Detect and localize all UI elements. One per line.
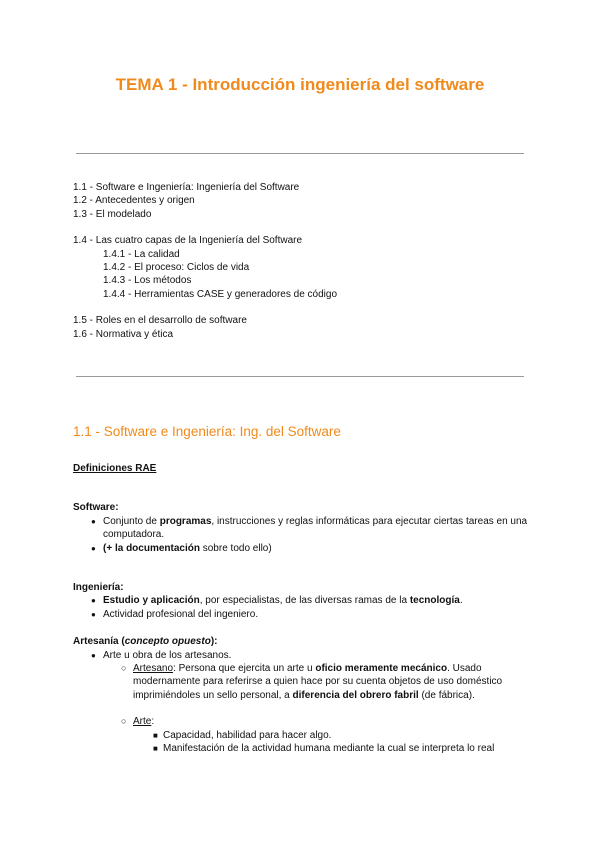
table-of-contents [73, 181, 337, 341]
term-artesania: Artesanía (concepto opuesto): [73, 636, 218, 648]
toc-subitem[interactable]: 1.4.1 - La calidad [103, 248, 180, 260]
document-title: TEMA 1 - Introducción ingeniería del software [115, 75, 485, 94]
section-heading: 1.1 - Software e Ingeniería: Ing. del Software [73, 424, 341, 439]
list-item: ● (+ la documentación sobre todo ello) [73, 542, 533, 555]
toc-subitem[interactable]: 1.4.2 - El proceso: Ciclos de vida [103, 262, 250, 274]
list-item: ● Actividad profesional del ingeniero. [73, 608, 533, 621]
toc-item[interactable]: 1.2 - Antecedentes y origen [73, 195, 195, 207]
ingenieria-list [73, 594, 533, 621]
divider-bottom [76, 376, 524, 377]
toc-item[interactable]: 1.1 - Software e Ingeniería: Ingeniería del Software [73, 182, 300, 193]
term-software: Software: [73, 502, 119, 514]
list-item: ● Arte u obra de los artesanos. [73, 649, 533, 662]
artesania-list [73, 649, 533, 756]
toc-item[interactable]: 1.3 - El modelado [73, 208, 152, 220]
section-content [73, 462, 533, 756]
toc-subitem[interactable]: 1.4.3 - Los métodos [103, 275, 192, 287]
list-item: ● Conjunto de programas, instrucciones y reglas informáticas para ejecutar ciertas tareas en una computadora. [73, 515, 533, 542]
list-item: ● Estudio y aplicación, por especialistas, de las diversas ramas de la tecnología. [73, 594, 533, 607]
toc-item[interactable]: 1.6 - Normativa y ética [73, 328, 174, 340]
list-subsubitem: ■ Manifestación de la actividad humana mediante la cual se interpreta lo real [73, 742, 533, 755]
list-subitem-artesano: ○ Artesano: Persona que ejercita un arte u oficio meramente mecánico. Usado modernamente para referirse a quien hace por su cuenta objetos de uso doméstico imprimiéndoles un sello personal, a diferencia del obrero fabril (de fábrica). [73, 662, 533, 702]
definitions-title: Definiciones RAE [73, 463, 157, 474]
divider-top [76, 153, 524, 154]
software-list [73, 515, 533, 555]
toc-item[interactable]: 1.4 - Las cuatro capas de la Ingeniería del Software [73, 235, 303, 247]
toc-item[interactable]: 1.5 - Roles en el desarrollo de software [73, 315, 247, 327]
list-subitem-arte: ○ Arte: [73, 715, 533, 728]
list-subsubitem: ■ Capacidad, habilidad para hacer algo. [73, 729, 533, 742]
toc-subitem[interactable]: 1.4.4 - Herramientas CASE y generadores de código [103, 288, 338, 300]
term-ingenieria: Ingeniería: [73, 582, 124, 594]
